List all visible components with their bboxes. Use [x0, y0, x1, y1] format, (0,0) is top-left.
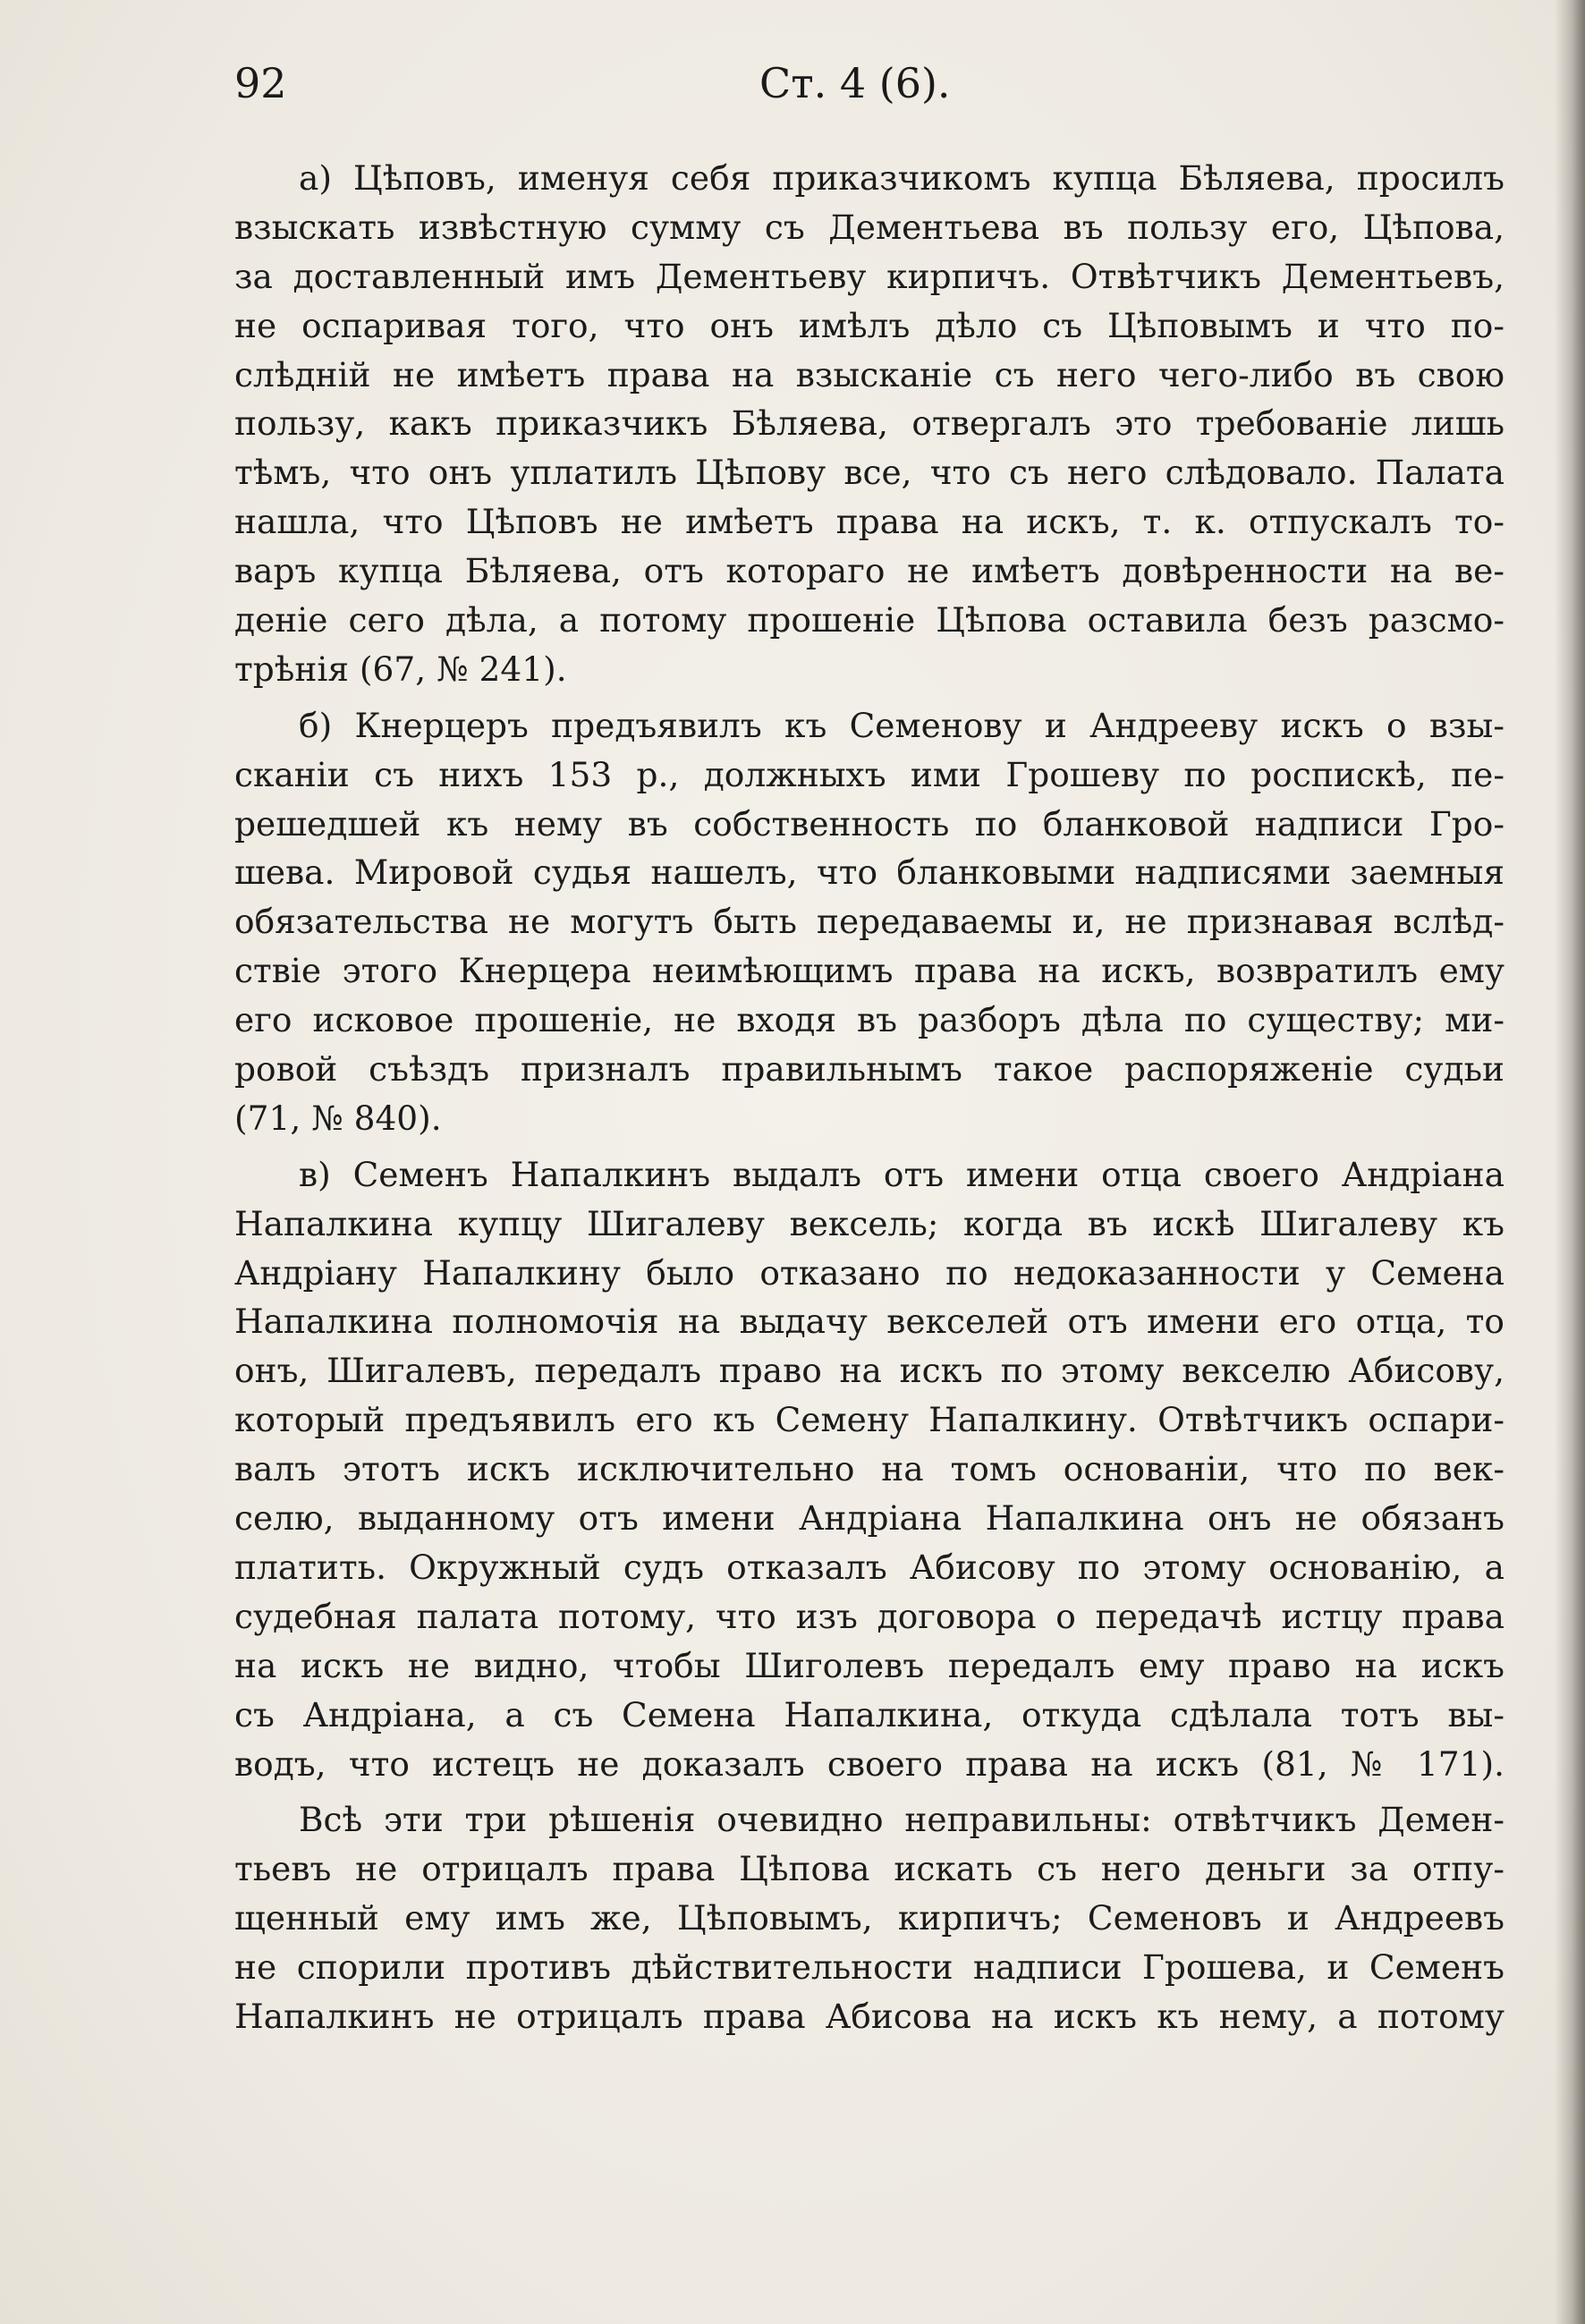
text-line: судебная палата потому, что изъ договора о передачѣ истцу права	[234, 1596, 1504, 1636]
text-line: варъ купца Бѣляева, отъ котораго не имѣетъ довѣренности на ве-	[234, 551, 1504, 591]
text-line: (71, № 840).	[234, 1098, 442, 1138]
text-line: водъ, что истецъ не доказалъ своего права на искъ (81, № 171).	[234, 1743, 1504, 1784]
text-line: который предъявилъ его къ Семену Напалкину. Отвѣтчикъ оспари-	[234, 1400, 1504, 1440]
text-line: ствіе этого Кнерцера неимѣющимъ права на искъ, возвратилъ ему	[234, 951, 1504, 991]
text-line: трѣнія (67, № 241).	[234, 649, 567, 689]
paragraph-a	[234, 154, 1504, 694]
text-line: тьевъ не отрицалъ права Цѣпова искать съ него деньги за отпу-	[234, 1849, 1504, 1889]
page-edge-shadow	[1555, 0, 1585, 2324]
text-line: ровой съѣздъ призналъ правильнымъ такое распоряженіе судьи	[234, 1049, 1504, 1090]
page-header	[234, 52, 1513, 115]
text-line: съ Андріана, а съ Семена Напалкина, откуда сдѣлала тотъ вы-	[234, 1694, 1504, 1735]
text-line: шева. Мировой судья нашелъ, что бланковыми надписями заемныя	[234, 852, 1504, 893]
page-number: 92	[234, 59, 287, 107]
paragraph-conclusion	[234, 1795, 1504, 2040]
paragraph-b	[234, 701, 1504, 1143]
text-line: слѣдній не имѣетъ права на взысканіе съ него чего-либо въ свою	[234, 354, 1504, 394]
text-line: на искъ не видно, чтобы Шиголевъ передалъ ему право на искъ	[234, 1645, 1504, 1685]
text-line: нашла, что Цѣповъ не имѣетъ права на искъ, т. к. отпускалъ то-	[234, 502, 1504, 542]
text-line: в) Семенъ Напалкинъ выдалъ отъ имени отца своего Андріана	[299, 1154, 1504, 1194]
text-line: пользу, какъ приказчикъ Бѣляева, отвергалъ это требованіе лишь	[234, 403, 1504, 444]
text-line: селю, выданному отъ имени Андріана Напалкина онъ не обязанъ	[234, 1498, 1504, 1539]
text-line: Андріану Напалкину было отказано по недоказанности у Семена	[234, 1252, 1504, 1293]
page-body	[234, 154, 1504, 2041]
text-line: валъ этотъ искъ исключительно на томъ основаніи, что по век-	[234, 1449, 1504, 1489]
text-line: щенный ему имъ же, Цѣповымъ, кирпичъ; Семеновъ и Андреевъ	[234, 1898, 1504, 1938]
text-line: за доставленный имъ Дементьеву кирпичъ. Отвѣтчикъ Дементьевъ,	[234, 256, 1504, 296]
text-line: Напалкина купцу Шигалеву вексель; когда въ искѣ Шигалеву къ	[234, 1203, 1504, 1243]
text-line: платить. Окружный судъ отказалъ Абисову по этому основанію, а	[234, 1547, 1504, 1587]
text-line: тѣмъ, что онъ уплатилъ Цѣпову все, что съ него слѣдовало. Палата	[234, 453, 1504, 493]
text-line: Всѣ эти три рѣшенія очевидно неправильны: отвѣтчикъ Демен-	[299, 1800, 1504, 1840]
text-line: взыскать извѣстную сумму съ Дементьева въ пользу его, Цѣпова,	[234, 207, 1504, 247]
paragraph-v	[234, 1150, 1504, 1789]
text-line: онъ, Шигалевъ, передалъ право на искъ по этому векселю Абисову,	[234, 1351, 1504, 1391]
text-line: не оспаривая того, что онъ имѣлъ дѣло съ Цѣповымъ и что по-	[234, 305, 1504, 345]
text-line: его исковое прошеніе, не входя въ разборъ дѣла по существу; ми-	[234, 1000, 1504, 1040]
text-line: сканіи съ нихъ 153 р., должныхъ ими Грошеву по роспискѣ, пе-	[234, 754, 1504, 794]
text-line: б) Кнерцеръ предъявилъ къ Семенову и Андрееву искъ о взы-	[299, 705, 1504, 745]
text-line: деніе сего дѣла, а потому прошеніе Цѣпова оставила безъ разсмо-	[234, 600, 1504, 640]
text-line: Напалкина полномочія на выдачу векселей отъ имени его отца, то	[234, 1302, 1504, 1342]
text-line: не спорили противъ дѣйствительности надписи Грошева, и Семенъ	[234, 1947, 1504, 1988]
running-head: Ст. 4 (6).	[759, 59, 951, 107]
text-line: Напалкинъ не отрицалъ права Абисова на искъ къ нему, а потому	[234, 1996, 1504, 2036]
text-line: решедшей къ нему въ собственность по бланковой надписи Гро-	[234, 803, 1504, 844]
text-line: а) Цѣповъ, именуя себя приказчикомъ купца Бѣляева, просилъ	[299, 158, 1504, 198]
text-line: обязательства не могутъ быть передаваемы и, не признавая вслѣд-	[234, 902, 1504, 942]
